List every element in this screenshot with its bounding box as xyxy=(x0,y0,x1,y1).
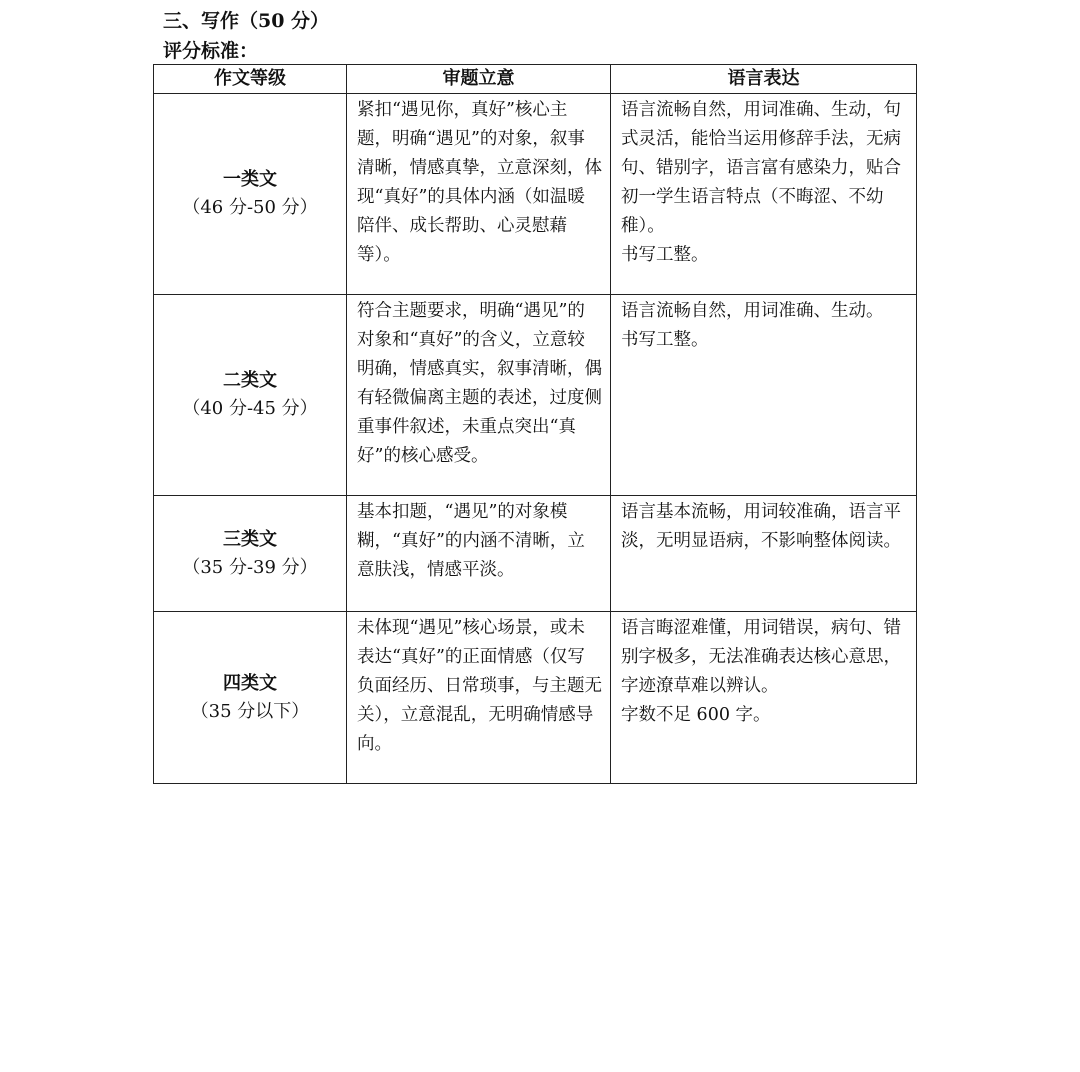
theme-text: 符合主题要求，明确“遇见”的对象和“真好”的含义，立意较明确，情感真实，叙事清晰，偶有轻微偏离主题的表述，过度侧重事件叙述，未重点突出“真好”的核心感受。 xyxy=(357,301,602,466)
grade-name: 二类文 xyxy=(223,370,277,391)
language-text: 语言晦涩难懂，用词错误，病句、错别字极多，无法准确表达核心意思，字迹潦草难以辨认。 xyxy=(621,618,901,696)
language-text: 书写工整。 xyxy=(621,330,709,350)
theme-text: 未体现“遇见”核心场景，或未表达“真好”的正面情感（仅写负面经历、日常琐事，与主题无关），立意混乱，无明确情感导向。 xyxy=(357,618,602,754)
language-text: 语言基本流畅，用词较准确，语言平淡，无明显语病，不影响整体阅读。 xyxy=(621,502,901,551)
language-text: 语言流畅自然，用词准确、生动。 xyxy=(621,301,884,321)
language-cell xyxy=(611,295,917,496)
theme-text: 基本扣题，“遇见”的对象模糊，“真好”的内涵不清晰，立意肤浅，情感平淡。 xyxy=(357,502,585,580)
grade-range: （40 分-45 分） xyxy=(182,398,318,419)
grade-name: 一类文 xyxy=(223,169,277,190)
table-row xyxy=(154,496,917,612)
grade-cell xyxy=(154,295,347,496)
theme-cell xyxy=(347,496,611,612)
language-cell xyxy=(611,496,917,612)
header-theme: 审题立意 xyxy=(347,65,611,94)
theme-cell xyxy=(347,612,611,784)
section-subtitle: 评分标准： xyxy=(163,40,259,62)
language-cell xyxy=(611,94,917,295)
grade-range: （46 分-50 分） xyxy=(182,197,318,218)
grade-cell xyxy=(154,94,347,295)
language-text: 书写工整。 xyxy=(621,245,709,265)
header-language: 语言表达 xyxy=(611,65,917,94)
rubric-table xyxy=(153,64,917,784)
table-row xyxy=(154,612,917,784)
language-cell xyxy=(611,612,917,784)
header-grade: 作文等级 xyxy=(154,65,347,94)
table-row xyxy=(154,295,917,496)
theme-cell xyxy=(347,295,611,496)
table-row xyxy=(154,94,917,295)
table-header-row xyxy=(154,65,917,94)
grade-range: （35 分以下） xyxy=(190,700,310,722)
grade-range: （35 分-39 分） xyxy=(182,556,318,578)
theme-text: 紧扣“遇见你，真好”核心主题，明确“遇见”的对象，叙事清晰，情感真挚，立意深刻，体现“真好”的具体内涵（如温暖陪伴、成长帮助、心灵慰藉等）。 xyxy=(357,100,602,265)
grade-cell xyxy=(154,612,347,784)
language-text: 字数不足 600 字。 xyxy=(621,705,771,725)
language-text: 语言流畅自然，用词准确、生动，句式灵活，能恰当运用修辞手法，无病句、错别字，语言富有感染力，贴合初一学生语言特点（不晦涩、不幼稚）。 xyxy=(621,100,901,236)
theme-cell xyxy=(347,94,611,295)
grade-cell xyxy=(154,496,347,612)
grade-name: 四类文 xyxy=(223,672,277,694)
grade-name: 三类文 xyxy=(223,528,277,550)
section-title: 三、写作（50 分） xyxy=(163,10,330,32)
